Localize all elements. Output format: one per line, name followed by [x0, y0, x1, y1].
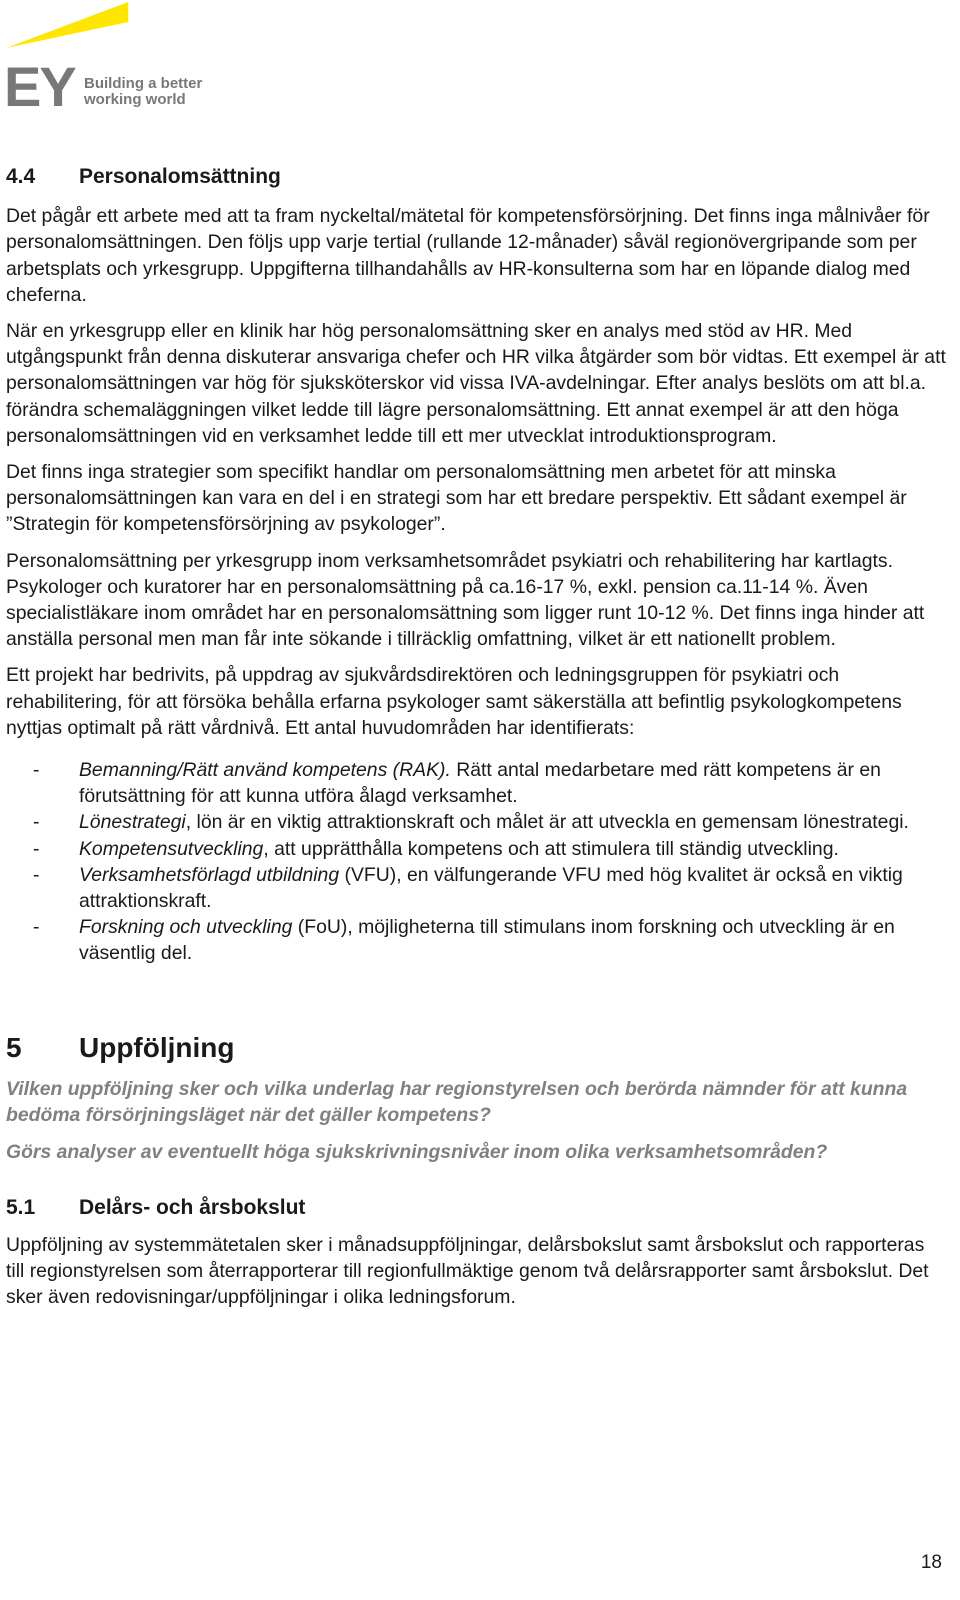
audit-question: Vilken uppföljning sker och vilka underlag har regionstyrelsen och berörda nämnder för att kunna bedöma försörjningsläget när det gäller kompetens? [6, 1078, 908, 1127]
audit-question: Görs analyser av eventuellt höga sjukskrivningsnivåer inom olika verksamhetsområden? [6, 1140, 828, 1163]
ey-logo-beam [6, 2, 128, 48]
paragraph: Det pågår ett arbete med att ta fram nyckeltal/mätetal för kompetensförsörjning. Det finns inga målnivåer för personalomsättningen. Den följs upp varje tertial (rullande 12-månader) såväl regionövergripande som per arbetsplats och yrkesgrupp. Uppgifterna tillhandahålls av HR-konsulterna som har en löpande dialog med cheferna. [6, 205, 930, 306]
list-item: - Lönestrategi, lön är en viktig attraktionskraft och målet är att utveckla en gemensam lönestrategi. [33, 811, 909, 834]
page-number: 18 [920, 1552, 942, 1573]
section-heading-5-1 [6, 1195, 946, 1220]
section-number: 5.1 [6, 1195, 36, 1219]
list-item: - Verksamhetsförlagd utbildning (VFU), en välfungerande VFU med hög kvalitet är också en viktig attraktionskraft. [33, 863, 903, 913]
paragraph: Det finns inga strategier som specifikt handlar om personalomsättning men arbetet för att minska personalomsättningen kan vara en del i en strategi som har ett bredare perspektiv. Ett sådant exempel är ”Strategin för kompetensförsörjning av psykologer”. [6, 461, 907, 536]
paragraph: När en yrkesgrupp eller en klinik har hög personalomsättning sker en analys med stöd av HR. Med utgångspunkt från denna diskuterar ansvariga chefer och HR vilka åtgärder som bör vidtas. Ett exempel är att personalomsättningen var hög för sjuksköterskor vid vissa IVA-avdelningar. Efter analys beslöts om att bl.a. förändra schemaläggningen vilket ledde till lägre personalomsättning. Ett annat exempel är att den höga personalomsättningen vid en verksamhet ledde till ett mer utvecklat introduktionsprogram. [6, 320, 946, 447]
list-item: - Bemanning/Rätt använd kompetens (RAK). Rätt antal medarbetare med rätt kompetens är en förutsättning för att kunna utföra ålagd verksamhet. [33, 759, 881, 808]
chapter-title: Uppföljning [79, 1031, 235, 1063]
paragraph: Ett projekt har bedrivits, på uppdrag av sjukvårdsdirektören och ledningsgruppen för psykiatri och rehabilitering, för att försöka behålla erfarna psykologer samt säkerställa att befintlig psykologkompetens nyttjas optimalt på rätt vårdnivå. Ett antal huvudområden har identifierats: [6, 664, 902, 739]
section-heading-4-4 [6, 164, 946, 189]
list-item: - Kompetensutveckling, att upprätthålla kompetens och att stimulera till ständig utveckling. [33, 837, 839, 860]
chapter-number: 5 [6, 1031, 22, 1063]
document-body [6, 164, 946, 1321]
section-title: Personalomsättning [79, 165, 281, 188]
paragraph: Uppföljning av systemmätetalen sker i månadsuppföljningar, delårsbokslut samt årsbokslut och rapporteras till regionstyrelsen som återrapporterar till regionfullmäktige genom två delårsrapporter samt årsbokslut. Det sker även redovisningar/uppföljningar i olika ledningsforum. [6, 1234, 929, 1309]
list-item: - Forskning och utveckling (FoU), möjligheterna till stimulans inom forskning och utveckling är en väsentlig del. [33, 916, 895, 965]
ey-logo-tagline-1: Building a better [84, 75, 203, 92]
ey-logo-wordmark: EY [4, 55, 75, 112]
chapter-heading-5 [6, 1031, 946, 1065]
focus-area-list [6, 757, 946, 967]
section-title: Delårs- och årsbokslut [79, 1195, 306, 1219]
paragraph: Personalomsättning per yrkesgrupp inom verksamhetsområdet psykiatri och rehabilitering har kartlagts. Psykologer och kuratorer har en personalomsättning på ca.16-17 %, exkl. pension ca.11-14 %. Även specialistläkare inom området har en personalomsättning som ligger runt 10-12 %. Det finns inga hinder att anställa personal men man får inte sökande i tillräcklig omfattning, vilket är ett nationellt problem. [6, 549, 925, 651]
ey-logo [4, 2, 204, 112]
section-number: 4.4 [6, 165, 36, 188]
ey-logo-tagline-2: working world [84, 91, 186, 108]
